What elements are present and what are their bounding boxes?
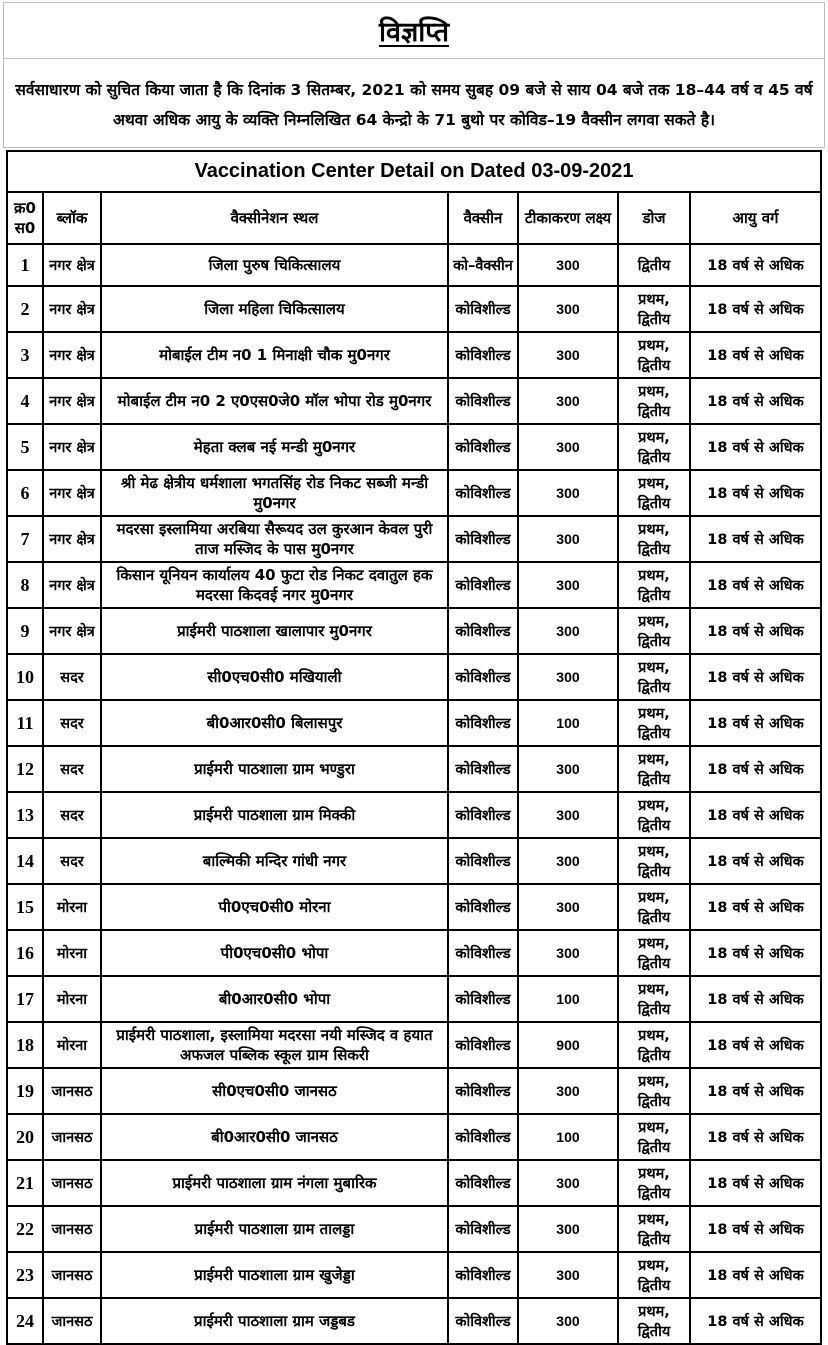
age-cell: 18 वर्ष से अधिक [690,1114,821,1160]
serial-cell: 4 [7,378,43,424]
vaccine-cell: कोविशील्ड [448,286,518,332]
header-dose: डोज [618,192,690,244]
dose-cell: प्रथम, द्वितीय [618,1022,690,1068]
vaccine-cell: कोविशील्ड [448,1206,518,1252]
age-cell: 18 वर्ष से अधिक [690,1022,821,1068]
site-cell: प्राईमरी पाठशाला ग्राम नंगला मुबारिक [101,1160,448,1206]
table-title: Vaccination Center Detail on Dated 03-09-2021 [7,151,821,192]
vaccine-cell: कोविशील्ड [448,332,518,378]
block-cell: मोरना [43,930,101,976]
vaccine-cell: कोविशील्ड [448,516,518,562]
dose-cell: प्रथम, द्वितीय [618,930,690,976]
table-row [7,884,821,930]
target-cell: 300 [518,516,618,562]
serial-cell: 12 [7,746,43,792]
vaccine-cell: कोविशील्ड [448,608,518,654]
age-cell: 18 वर्ष से अधिक [690,286,821,332]
table-row [7,244,821,286]
table-row [7,1160,821,1206]
target-cell: 300 [518,1252,618,1298]
age-cell: 18 वर्ष से अधिक [690,838,821,884]
site-cell: प्राईमरी पाठशाला ग्राम खुजेड्डा [101,1252,448,1298]
dose-cell: प्रथम, द्वितीय [618,286,690,332]
table-row [7,286,821,332]
target-cell: 300 [518,244,618,286]
age-cell: 18 वर्ष से अधिक [690,470,821,516]
block-cell: जानसठ [43,1206,101,1252]
serial-cell: 11 [7,700,43,746]
header-serial: क्र0स0 [7,192,43,244]
table-row [7,1022,821,1068]
age-cell: 18 वर्ष से अधिक [690,424,821,470]
dose-cell: प्रथम, द्वितीय [618,470,690,516]
target-cell: 300 [518,286,618,332]
vaccine-cell: कोविशील्ड [448,1298,518,1344]
dose-cell: प्रथम, द्वितीय [618,332,690,378]
age-cell: 18 वर्ष से अधिक [690,244,821,286]
age-cell: 18 वर्ष से अधिक [690,1206,821,1252]
dose-cell: प्रथम, द्वितीय [618,1298,690,1344]
dose-cell: प्रथम, द्वितीय [618,608,690,654]
target-cell: 300 [518,1160,618,1206]
site-cell: बी0आर0सी0 जानसठ [101,1114,448,1160]
vaccine-cell: कोविशील्ड [448,976,518,1022]
target-cell: 300 [518,884,618,930]
target-cell: 300 [518,1068,618,1114]
block-cell: सदर [43,746,101,792]
table-row [7,838,821,884]
site-cell: जिला पुरुष चिकित्सालय [101,244,448,286]
table-title-row [7,151,821,192]
vaccine-cell: कोविशील्ड [448,700,518,746]
age-cell: 18 वर्ष से अधिक [690,700,821,746]
table-row [7,930,821,976]
table-row [7,700,821,746]
table-row [7,1068,821,1114]
block-cell: सदर [43,838,101,884]
table-row [7,424,821,470]
block-cell: नगर क्षेत्र [43,470,101,516]
block-cell: मोरना [43,884,101,930]
header-target: टीकाकरण लक्ष्य [518,192,618,244]
header-age-group: आयु वर्ग [690,192,821,244]
dose-cell: प्रथम, द्वितीय [618,1252,690,1298]
block-cell: जानसठ [43,1160,101,1206]
serial-cell: 1 [7,244,43,286]
vaccination-center-table [6,150,822,1345]
target-cell: 100 [518,1114,618,1160]
site-cell: प्राईमरी पाठशाला ग्राम जड्डबड [101,1298,448,1344]
vaccine-cell: कोविशील्ड [448,838,518,884]
serial-cell: 20 [7,1114,43,1160]
target-cell: 300 [518,792,618,838]
block-cell: मोरना [43,976,101,1022]
age-cell: 18 वर्ष से अधिक [690,608,821,654]
table-row [7,332,821,378]
dose-cell: प्रथम, द्वितीय [618,378,690,424]
serial-cell: 19 [7,1068,43,1114]
target-cell: 300 [518,1206,618,1252]
table-row [7,746,821,792]
serial-cell: 13 [7,792,43,838]
age-cell: 18 वर्ष से अधिक [690,746,821,792]
serial-cell: 17 [7,976,43,1022]
vaccine-cell: को–वैक्सीन [448,244,518,286]
site-cell: बी0आर0सी0 बिलासपुर [101,700,448,746]
dose-cell: द्वितीय [618,244,690,286]
vaccine-cell: कोविशील्ड [448,884,518,930]
dose-cell: प्रथम, द्वितीय [618,746,690,792]
vaccine-cell: कोविशील्ड [448,470,518,516]
target-cell: 300 [518,608,618,654]
dose-cell: प्रथम, द्वितीय [618,424,690,470]
vaccine-cell: कोविशील्ड [448,792,518,838]
vaccine-cell: कोविशील्ड [448,562,518,608]
site-cell: पी0एच0सी0 मोरना [101,884,448,930]
header-block: ब्लॉक [43,192,101,244]
table-row [7,1252,821,1298]
dose-cell: प्रथम, द्वितीय [618,516,690,562]
table-row [7,1206,821,1252]
serial-cell: 7 [7,516,43,562]
table-body [7,244,821,1344]
dose-cell: प्रथम, द्वितीय [618,976,690,1022]
site-cell: प्राईमरी पाठशाला ग्राम मिक्की [101,792,448,838]
site-cell: किसान यूनियन कार्यालय 40 फुटा रोड निकट दवातुल हक मदरसा किदवई नगर मु0नगर [101,562,448,608]
block-cell: नगर क्षेत्र [43,244,101,286]
site-cell: मोबाईल टीम न0 1 मिनाक्षी चौक मु0नगर [101,332,448,378]
site-cell: जिला महिला चिकित्सालय [101,286,448,332]
age-cell: 18 वर्ष से अधिक [690,1252,821,1298]
block-cell: सदर [43,700,101,746]
site-cell: बाल्मिकी मन्दिर गांधी नगर [101,838,448,884]
dose-cell: प्रथम, द्वितीय [618,654,690,700]
target-cell: 300 [518,332,618,378]
table-row [7,470,821,516]
target-cell: 300 [518,746,618,792]
notice-body-box [3,59,825,148]
site-cell: मदरसा इस्लामिया अरबिया सैरूयद उल कुरआन केवल पुरी ताज मस्जिद के पास मु0नगर [101,516,448,562]
header-site: वैक्सीनेशन स्थल [101,192,448,244]
serial-cell: 16 [7,930,43,976]
vaccine-cell: कोविशील्ड [448,746,518,792]
block-cell: नगर क्षेत्र [43,424,101,470]
age-cell: 18 वर्ष से अधिक [690,1298,821,1344]
site-cell: प्राईमरी पाठशाला ग्राम तालड्डा [101,1206,448,1252]
table-header-row [7,192,821,244]
dose-cell: प्रथम, द्वितीय [618,1160,690,1206]
age-cell: 18 वर्ष से अधिक [690,378,821,424]
serial-cell: 3 [7,332,43,378]
site-cell: सी0एच0सी0 जानसठ [101,1068,448,1114]
block-cell: नगर क्षेत्र [43,562,101,608]
age-cell: 18 वर्ष से अधिक [690,976,821,1022]
page-title: विज्ञप्ति [378,17,449,48]
age-cell: 18 वर्ष से अधिक [690,332,821,378]
serial-cell: 15 [7,884,43,930]
dose-cell: प्रथम, द्वितीय [618,1206,690,1252]
site-cell: मोबाईल टीम न0 2 ए0एस0जे0 मॉल भोपा रोड मु0नगर [101,378,448,424]
table-row [7,654,821,700]
vaccine-cell: कोविशील्ड [448,654,518,700]
serial-cell: 2 [7,286,43,332]
serial-cell: 18 [7,1022,43,1068]
vaccine-cell: कोविशील्ड [448,930,518,976]
site-cell: पी0एच0सी0 भोपा [101,930,448,976]
table-row [7,976,821,1022]
vaccine-cell: कोविशील्ड [448,378,518,424]
site-cell: सी0एच0सी0 मखियाली [101,654,448,700]
target-cell: 300 [518,378,618,424]
dose-cell: प्रथम, द्वितीय [618,562,690,608]
serial-cell: 23 [7,1252,43,1298]
site-cell: प्राईमरी पाठशाला, इस्लामिया मदरसा नयी मस्जिद व हयात अफजल पब्लिक स्कूल ग्राम सिकरी [101,1022,448,1068]
block-cell: सदर [43,792,101,838]
table-row [7,792,821,838]
age-cell: 18 वर्ष से अधिक [690,654,821,700]
block-cell: जानसठ [43,1068,101,1114]
serial-cell: 10 [7,654,43,700]
site-cell: प्राईमरी पाठशाला खालापार मु0नगर [101,608,448,654]
target-cell: 100 [518,976,618,1022]
block-cell: सदर [43,654,101,700]
serial-cell: 9 [7,608,43,654]
serial-cell: 6 [7,470,43,516]
age-cell: 18 वर्ष से अधिक [690,1068,821,1114]
table-row [7,1298,821,1344]
dose-cell: प्रथम, द्वितीय [618,700,690,746]
target-cell: 300 [518,654,618,700]
block-cell: जानसठ [43,1252,101,1298]
vaccine-cell: कोविशील्ड [448,1114,518,1160]
site-cell: श्री मेढ क्षेत्रीय धर्मशाला भगतसिंह रोड निकट सब्जी मन्डी मु0नगर [101,470,448,516]
age-cell: 18 वर्ष से अधिक [690,884,821,930]
header-vaccine: वैक्सीन [448,192,518,244]
target-cell: 300 [518,470,618,516]
notice-title-box [3,2,825,59]
block-cell: नगर क्षेत्र [43,286,101,332]
block-cell: मोरना [43,1022,101,1068]
block-cell: नगर क्षेत्र [43,516,101,562]
vaccine-cell: कोविशील्ड [448,424,518,470]
vaccine-cell: कोविशील्ड [448,1022,518,1068]
target-cell: 100 [518,700,618,746]
age-cell: 18 वर्ष से अधिक [690,516,821,562]
block-cell: नगर क्षेत्र [43,378,101,424]
table-row [7,562,821,608]
table-row [7,516,821,562]
target-cell: 300 [518,930,618,976]
block-cell: नगर क्षेत्र [43,608,101,654]
site-cell: प्राईमरी पाठशाला ग्राम भण्डुरा [101,746,448,792]
table-row [7,378,821,424]
dose-cell: प्रथम, द्वितीय [618,884,690,930]
table-row [7,1114,821,1160]
site-cell: बी0आर0सी0 भोपा [101,976,448,1022]
notice-text: सर्वसाधारण को सुचित किया जाता है कि दिनांक 3 सितम्बर, 2021 को समय सुबह 09 बजे से साय 04 बजे तक 18–44 वर्ष व 45 वर्ष अथवा अधिक आयु के व्यक्ति निम्नलिखित 64 केन्द्रो के 71 बुथो पर कोविड–19 वैक्सीन लगवा सकते है। [15,81,813,130]
age-cell: 18 वर्ष से अधिक [690,930,821,976]
serial-cell: 21 [7,1160,43,1206]
age-cell: 18 वर्ष से अधिक [690,562,821,608]
target-cell: 900 [518,1022,618,1068]
age-cell: 18 वर्ष से अधिक [690,1160,821,1206]
block-cell: नगर क्षेत्र [43,332,101,378]
dose-cell: प्रथम, द्वितीय [618,1068,690,1114]
target-cell: 300 [518,838,618,884]
target-cell: 300 [518,1298,618,1344]
vaccine-cell: कोविशील्ड [448,1160,518,1206]
target-cell: 300 [518,424,618,470]
target-cell: 300 [518,562,618,608]
dose-cell: प्रथम, द्वितीय [618,1114,690,1160]
dose-cell: प्रथम, द्वितीय [618,792,690,838]
table-row [7,608,821,654]
dose-cell: प्रथम, द्वितीय [618,838,690,884]
block-cell: जानसठ [43,1114,101,1160]
block-cell: जानसठ [43,1298,101,1344]
serial-cell: 14 [7,838,43,884]
site-cell: मेहता क्लब नई मन्डी मु0नगर [101,424,448,470]
serial-cell: 8 [7,562,43,608]
age-cell: 18 वर्ष से अधिक [690,792,821,838]
serial-cell: 24 [7,1298,43,1344]
serial-cell: 22 [7,1206,43,1252]
serial-cell: 5 [7,424,43,470]
vaccine-cell: कोविशील्ड [448,1252,518,1298]
vaccine-cell: कोविशील्ड [448,1068,518,1114]
